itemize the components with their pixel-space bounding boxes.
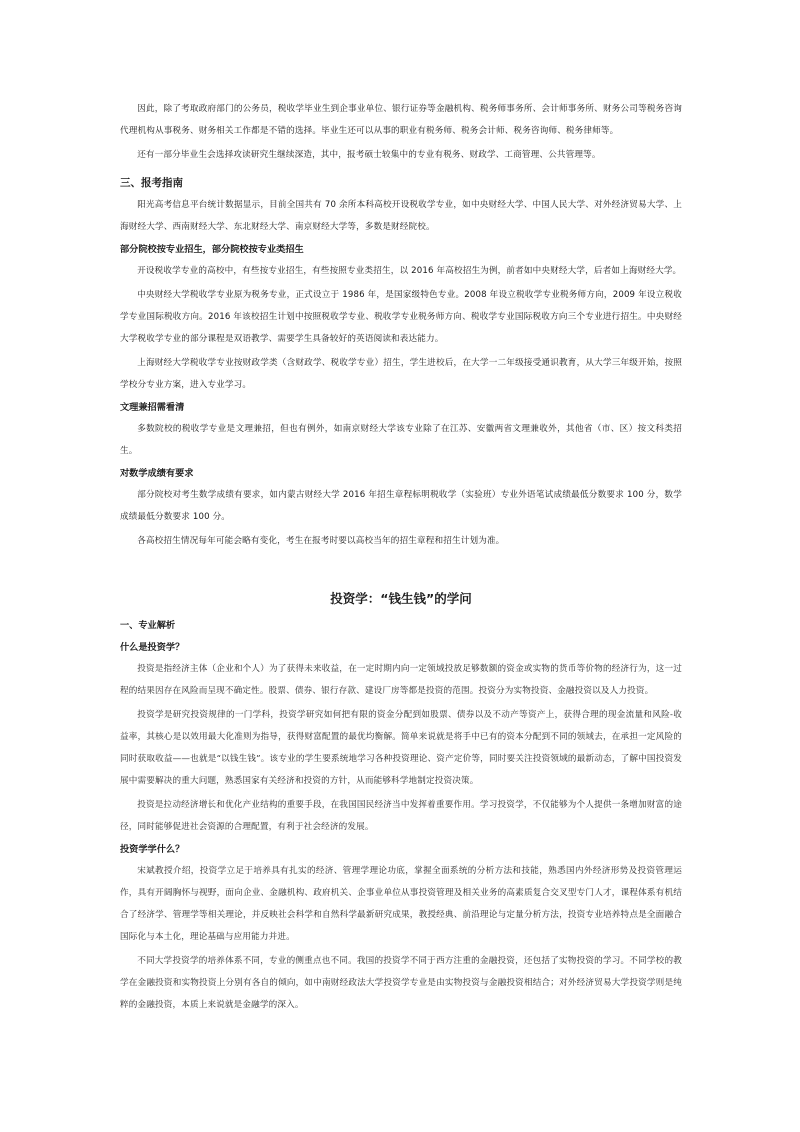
investment-definition-paragraph: 投资是指经济主体（企业和个人）为了获得未来收益，在一定时期内向一定领域投放足够数额的资金或实物的货币等价物的经济行为，这一过程的结果因存在风险而呈现不确定性。股票、债券、银行存款、建设厂房等都是投资的范围。投资分为实物投资、金融投资以及人力投资。	[120, 664, 682, 696]
question-what-to-learn: 投资学学什么？	[120, 844, 185, 855]
subheading-arts-science: 文理兼招需看清	[120, 402, 185, 413]
differences-paragraph: 不同大学投资学的培养体系不同，专业的侧重点也不同。我国的投资学不同于西方注重的金融投资，还包括了实物投资的学习。不同学校的教学在金融投资和实物投资上分别有各自的倾向，如中南财经政法大学投资学专业是由实物投资与金融投资相结合；对外经济贸易大学投资学则是纯粹的金融投资，本质上来说就是金融学的深入。	[120, 956, 682, 1010]
article-title: 投资学：“钱生钱”的学问	[330, 591, 472, 606]
section-heading-application-guide: 三、报考指南	[120, 177, 183, 189]
curriculum-paragraph: 宋斌教授介绍，投资学立足于培养具有扎实的经济、管理学理论功底，掌握全面系统的分析方法和技能，熟悉国内外经济形势及投资管理运作，具有开阔胸怀与视野，面向企业、金融机构、政府机关、企事业单位从事投资管理及相关业务的高素质复合交叉型专门人才，课程体系有机结合了经济学、管理学等相关理论，并反映社会科学和自然科学最新研究成果，教授经典、前沿理论与定量分析方法，投资专业培养特点是全面融合国际化与本土化，理论基础与应用能力并进。	[120, 866, 682, 942]
enrollment-mode-paragraph: 开设税收学专业的高校中，有些按专业招生，有些按照专业类招生，以 2016 年高校招生为例，前者如中央财经大学，后者如上海财经大学。	[137, 266, 682, 276]
investment-role-paragraph: 投资是拉动经济增长和优化产业结构的重要手段，在我国国民经济当中发挥着重要作用。学习投资学，不仅能够为个人提供一条增加财富的途径，同时能够促进社会资源的合理配置，有利于社会经济的发展。	[120, 800, 682, 832]
section-heading-major-analysis: 一、专业解析	[120, 620, 176, 631]
cufe-paragraph: 中央财经大学税收学专业原为税务专业，正式设立于 1986 年，是国家级特色专业。2008 年设立税收学专业税务师方向，2009 年设立税收学专业国际税收方向。2016 年该校招生计划中按照税收学专业、税收学专业税务师方向、税收学专业国际税收方向三个专业进行招生。中央财经大学税收学专业的部分课程是双语教学、需要学生具备较好的英语阅读和表达能力。	[120, 290, 682, 344]
arts-science-paragraph: 多数院校的税收学专业是文理兼招，但也有例外，如南京财经大学该专业除了在江苏、安徽两省文理兼收外，其他省（市、区）按文科类招生。	[120, 424, 682, 456]
subheading-math-requirement: 对数学成绩有要求	[120, 468, 194, 479]
sufe-paragraph: 上海财经大学税收学专业按财政学类（含财政学、税收学专业）招生，学生进校后，在大学一二年级接受通识教育，从大学三年级开始，按照学校分专业方案，进入专业学习。	[120, 358, 682, 390]
investment-article	[120, 586, 682, 1016]
question-what-is-investment: 什么是投资学？	[120, 642, 185, 653]
admission-note-paragraph: 各高校招生情况每年可能会略有变化，考生在报考时要以高校当年的招生章程和招生计划为准。	[137, 536, 505, 546]
graduate-study-paragraph: 还有一部分毕业生会选择攻读研究生继续深造，其中，报考硕士较集中的专业有税务、财政学、工商管理、公共管理等。	[137, 150, 601, 160]
subheading-enrollment-mode: 部分院校按专业招生，部分院校按专业类招生	[120, 244, 304, 255]
investment-science-paragraph: 投资学是研究投资规律的一门学科，投资学研究如何把有限的资金分配到如股票、债券以及不动产等资产上，获得合理的现金流量和风险-收益率，其核心是以效用最大化准则为指导，获得财富配置的最优均衡解。简单来说就是将手中已有的资本分配到不同的领域去，在承担一定风险的同时获取收益——也就是“以钱生钱”。该专业的学生要系统地学习各种投资理论、资产定价等，同时要关注投资领域的最新动态，了解中国投资发展中需要解决的重大问题，熟悉国家有关经济和投资的方针，从而能够科学地制定投资决策。	[120, 710, 682, 786]
math-requirement-paragraph: 部分院校对考生数学成绩有要求，如内蒙古财经大学 2016 年招生章程标明税收学（实验班）专业外语笔试成绩最低分数要求 100 分，数学成绩最低分数要求 100 分。	[120, 490, 682, 522]
universities-paragraph: 阳光高考信息平台统计数据显示，目前全国共有 70 余所本科高校开设税收学专业，如中央财经大学、中国人民大学、对外经济贸易大学、上海财经大学、西南财经大学、东北财经大学、南京财经大学等，多数是财经院校。	[120, 200, 682, 232]
career-paragraph: 因此，除了考取政府部门的公务员，税收学毕业生到企事业单位、银行证券等金融机构、税务师事务所、会计师事务所、财务公司等税务咨询代理机构从事税务、财务相关工作都是不错的选择。毕业生还可以从事的职业有税务师、税务会计师、税务咨询师、税务律师等。	[120, 104, 682, 136]
document-body	[120, 98, 682, 1016]
